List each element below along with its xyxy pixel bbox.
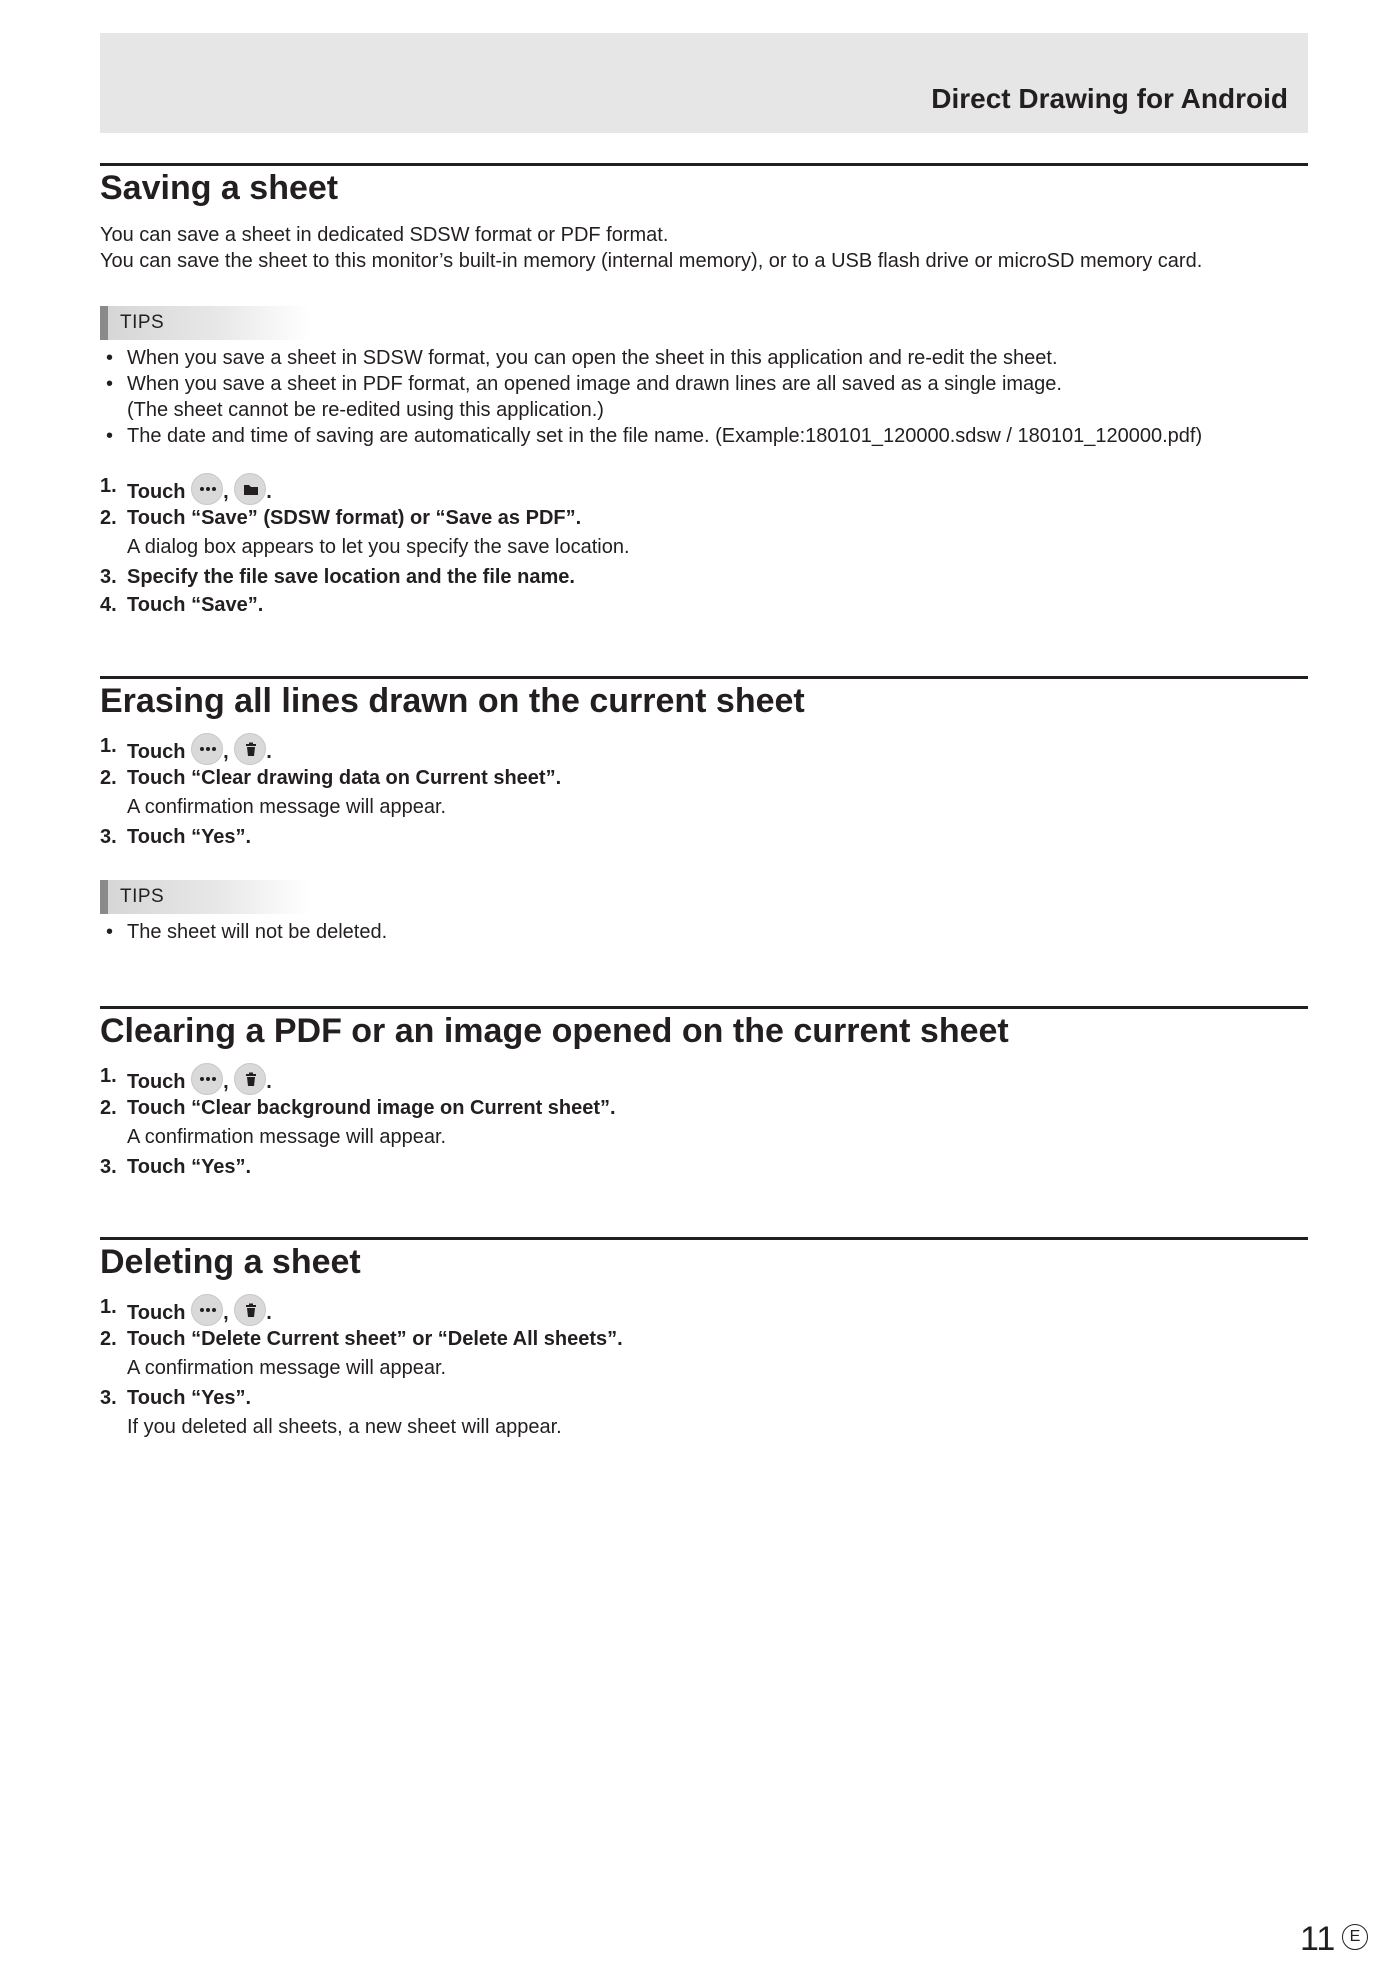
more-icon: [191, 473, 223, 505]
tip-item: • When you save a sheet in SDSW format, you can open the sheet in this application and re-edit the sheet.: [106, 347, 1058, 369]
language-mark: E: [1342, 1924, 1368, 1950]
section-title: Saving a sheet: [100, 169, 339, 207]
section-saving: [100, 163, 1308, 618]
section-divider: [100, 676, 1308, 679]
section-title: Clearing a PDF or an image opened on the current sheet: [100, 1012, 1009, 1050]
step-item: 1. Touch , .: [100, 1065, 272, 1093]
tips-list: [100, 919, 1308, 945]
section-deleting: [100, 1237, 1308, 1444]
step-item: 3. Touch “Yes”.: [100, 826, 252, 848]
intro-line: You can save a sheet in dedicated SDSW format or PDF format.: [100, 224, 669, 246]
trash-icon: [234, 1294, 266, 1326]
step-item: 1. Touch , .: [100, 475, 272, 503]
section-divider: [100, 1006, 1308, 1009]
tips-list: [100, 345, 1308, 449]
more-icon: [191, 1063, 223, 1095]
more-icon: [191, 733, 223, 765]
section-erasing: [100, 676, 1308, 945]
step-item: 1. Touch , .: [100, 735, 272, 763]
tips-label: [100, 306, 310, 340]
step-item: 4. Touch “Save”.: [100, 594, 264, 616]
section-title: Erasing all lines drawn on the current sheet: [100, 682, 805, 720]
trash-icon: [234, 1063, 266, 1095]
header-band: [100, 33, 1308, 133]
tip-item: • When you save a sheet in PDF format, an opened image and drawn lines are all saved as a single image. (The sheet cannot be re-edited using this application.): [106, 373, 1062, 421]
step-item: 3. Touch “Yes”.: [100, 1156, 252, 1178]
tips-label-text: TIPS: [120, 886, 165, 907]
tips-label: [100, 880, 310, 914]
steps-list: [100, 1063, 1308, 1180]
section-divider: [100, 1237, 1308, 1240]
step-item: 1. Touch , .: [100, 1296, 272, 1324]
step-item: 2. Touch “Delete Current sheet” or “Delete All sheets”. A confirmation message will appear.: [100, 1328, 623, 1379]
steps-list: [100, 1294, 1308, 1440]
steps-list: [100, 473, 1308, 618]
steps-list: [100, 733, 1308, 850]
step-item: 2. Touch “Save” (SDSW format) or “Save as PDF”. A dialog box appears to let you specify the save location.: [100, 507, 630, 558]
trash-icon: [234, 733, 266, 765]
section-clearing: [100, 1006, 1308, 1180]
tip-item: • The sheet will not be deleted.: [106, 921, 388, 943]
page-number: 11: [1300, 1920, 1336, 1958]
step-item: 2. Touch “Clear background image on Current sheet”. A confirmation message will appear.: [100, 1097, 616, 1148]
section-title: Deleting a sheet: [100, 1243, 361, 1281]
section-divider: [100, 163, 1308, 166]
step-item: 3. Touch “Yes”. If you deleted all sheets, a new sheet will appear.: [100, 1387, 562, 1438]
header-title: Direct Drawing for Android: [931, 83, 1288, 114]
step-item: 3. Specify the file save location and the file name.: [100, 566, 575, 588]
tips-label-text: TIPS: [120, 312, 165, 333]
step-item: 2. Touch “Clear drawing data on Current sheet”. A confirmation message will appear.: [100, 767, 562, 818]
folder-icon: [234, 473, 266, 505]
more-icon: [191, 1294, 223, 1326]
tip-item: • The date and time of saving are automatically set in the file name. (Example:180101_120000.sdsw / 180101_120000.pdf): [106, 425, 1203, 447]
intro-line: You can save the sheet to this monitor’s built-in memory (internal memory), or to a USB flash drive or microSD memory card.: [100, 250, 1203, 272]
